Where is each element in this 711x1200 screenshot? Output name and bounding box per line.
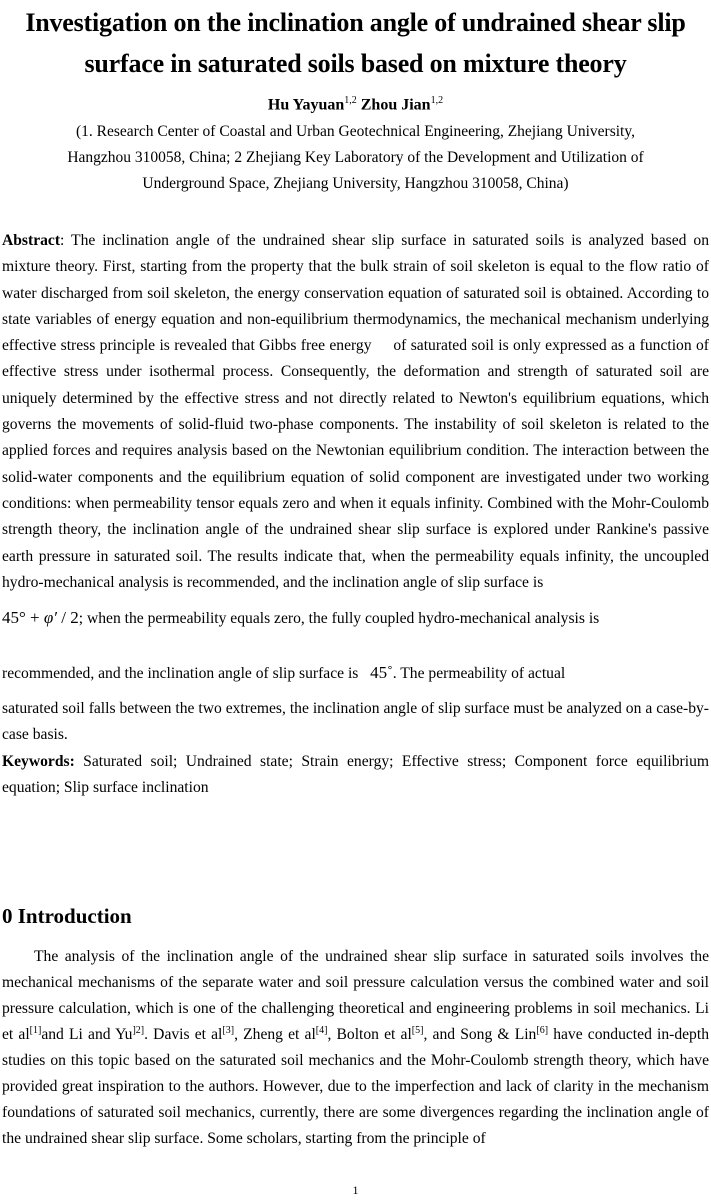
abstract-text: saturated soil falls between the two extremes, the inclination angle of slip surface must be analyzed on a case-by-case basis. [2,700,709,744]
abstract-section [2,228,709,801]
abstract-text: . The permeability of actual [392,665,566,683]
citation-ref[interactable]: ]2] [132,1024,145,1036]
equation-45-degrees: 45˚ [370,663,393,683]
author-affil-mark: 1,2 [344,95,357,106]
citation-ref[interactable]: [5] [411,1024,424,1036]
introduction-paragraph: The analysis of the inclination angle of the undrained shear slip surface in saturated soils involves the mechanical mechanisms of the separate water and soil pressure calculation versus the combined water and soil pressure calculation, which is one of the challenging theoretical and engineering problems in soil mechanics. Li et al[1]and Li and $Yu^{]2]}$. Davis et al[3], Zheng et al[4], Bolton et al[5], and Song & Lin[6] have conducted in-depth studies on this topic based on the saturated soil mechanics and the Mohr-Coulomb strength theory, which have provided great inspiration to the authors. However, due to the imperfection and lack of clarity in the mechanism foundations of saturated soil mechanics, currently, there are some divergences regarding the inclination angle of the undrained shear slip surface. Some scholars, starting from the principle of [2,948,709,1147]
affiliation-line: Hangzhou 310058, China; 2 Zhejiang Key Laboratory of the Development and Utilization of [67,149,644,167]
author-list [0,90,711,116]
equation-45-plus-phi: 45° + φ′ / 2 [2,608,79,628]
citation-ref[interactable]: [6] [536,1024,549,1036]
abstract-text: recommended, and the inclination angle of slip surface is [2,665,359,683]
author-name: Hu Yayuan [267,96,345,114]
abstract-text: ; when the permeability equals zero, the fully coupled hydro-mechanical analysis is [78,610,600,628]
title-line-2: surface in saturated soils based on mixture theory [84,49,627,78]
citation-ref[interactable]: [3] [222,1024,235,1036]
author-name: Zhou Jian [360,96,431,114]
citation-ref[interactable]: [1] [29,1024,42,1036]
citation-ref[interactable]: [4] [315,1024,328,1036]
paper-title [0,0,711,84]
affiliation-line: (1. Research Center of Coastal and Urban Geotechnical Engineering, Zhejiang University, [76,123,635,141]
keywords-label: Keywords: [2,752,75,770]
title-line-1: Investigation on the inclination angle of undrained shear slip [25,8,686,37]
abstract-label: Abstract [2,232,61,249]
affiliations [0,119,711,197]
math-line [2,651,709,696]
author-affil-mark: 1,2 [430,95,444,106]
keywords-text: Saturated soil; Undrained state; Strain energy; Effective stress; Component force equilibrium equation; Slip surface inclination [2,752,709,797]
section-heading-introduction: 0 Introduction [2,904,132,928]
math-line [2,596,709,641]
abstract-text: : The inclination angle of the undrained shear slip surface in saturated soils is analyzed based on mixture theory. First, starting from the property that the bulk strain of soil skeleton is equal to the flow ratio of water discharged from soil skeleton, the energy conservation equation of saturated soil is obtained. According to state variables of energy equation and non-equilibrium thermodynamics, the mechanical mechanism underlying effective stress principle is revealed that Gibbs free energy of saturated soil is only expressed as a function of effective stress under isothermal process. Consequently, the deformation and strength of saturated soil are uniquely determined by the effective stress and not directly related to Newton's equilibrium equations, which governs the movements of solid-fluid two-phase components. The instability of soil skeleton is related to the applied forces and requires analysis based on the Newtonian equilibrium condition. The interaction between the solid-water components and the equilibrium equation of solid component are investigated under two working conditions: when permeability tensor equals zero and when it equals infinity. Combined with the Mohr-Coulomb strength theory, the inclination angle of the undrained shear slip surface is explored under Rankine's passive earth pressure in saturated soil. The results indicate that, when the permeability equals infinity, the uncoupled hydro-mechanical analysis is recommended, and the inclination angle of slip surface is [2,232,709,591]
abstract-paragraph [2,228,709,749]
keywords-paragraph [2,749,709,802]
page-number: 1 [352,1183,359,1197]
affiliation-line: Underground Space, Zhejiang University, Hangzhou 310058, China) [142,175,569,193]
